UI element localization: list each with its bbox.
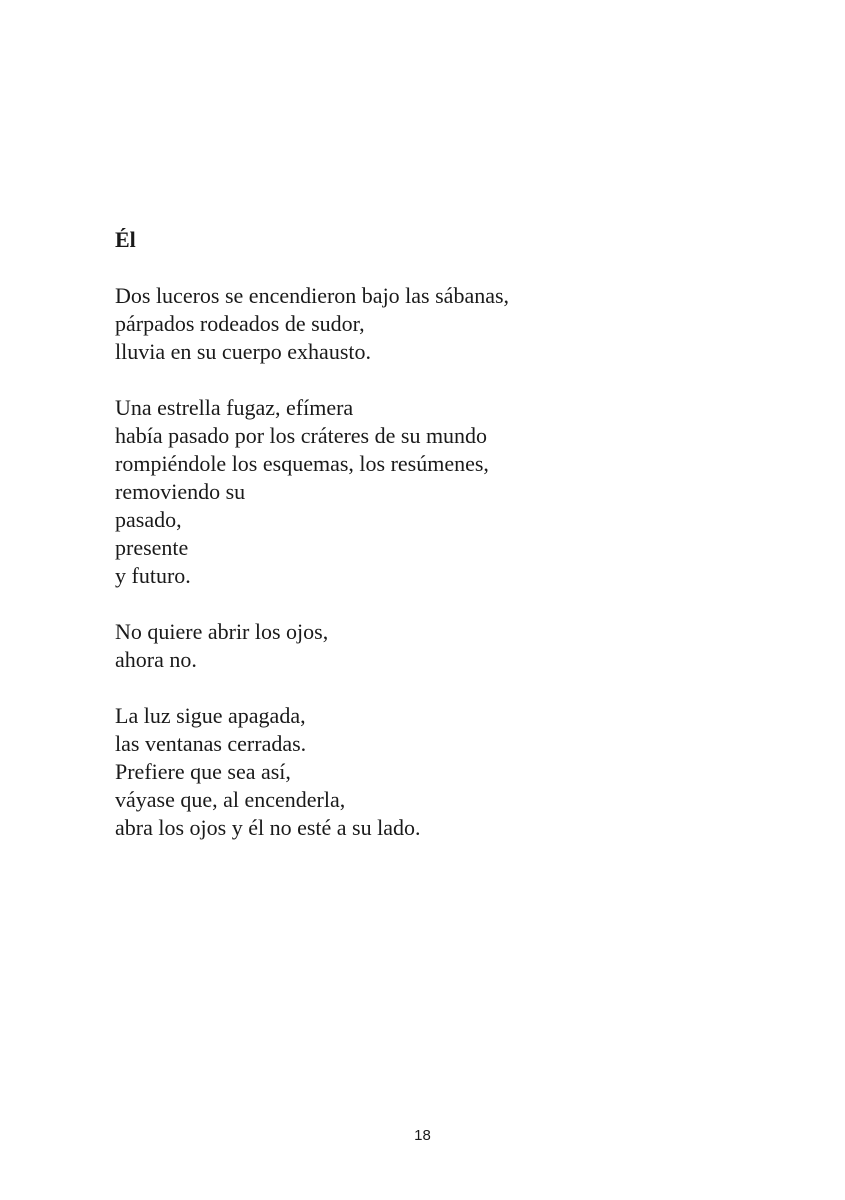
- stanza-2: [115, 394, 489, 590]
- poem-line: La luz sigue apagada,: [115, 703, 306, 728]
- poem-line: Prefiere que sea así,: [115, 759, 291, 784]
- poem-line: presente: [115, 535, 189, 560]
- poem-line: Una estrella fugaz, efímera: [115, 395, 354, 420]
- page-number: 18: [414, 1127, 431, 1144]
- poem-line: pasado,: [115, 507, 182, 532]
- poem-line: váyase que, al encenderla,: [115, 787, 346, 812]
- poem-line: había pasado por los cráteres de su mundo: [115, 423, 488, 448]
- poem-line: Dos luceros se encendieron bajo las sábanas,: [115, 283, 510, 308]
- poem-line: párpados rodeados de sudor,: [115, 311, 365, 336]
- poem-title: Él: [115, 227, 136, 252]
- poem-line: ahora no.: [115, 647, 197, 672]
- poem-line: No quiere abrir los ojos,: [115, 619, 329, 644]
- stanza-3: [115, 618, 328, 674]
- poem-line: las ventanas cerradas.: [115, 731, 307, 756]
- stanza-4: [115, 702, 421, 842]
- poem-line: abra los ojos y él no esté a su lado.: [115, 815, 421, 840]
- poem-line: removiendo su: [115, 479, 246, 504]
- poem-line: lluvia en su cuerpo exhausto.: [115, 339, 371, 364]
- poem-line: y futuro.: [115, 563, 191, 588]
- stanza-1: [115, 282, 509, 366]
- poem-line: rompiéndole los esquemas, los resúmenes,: [115, 451, 489, 476]
